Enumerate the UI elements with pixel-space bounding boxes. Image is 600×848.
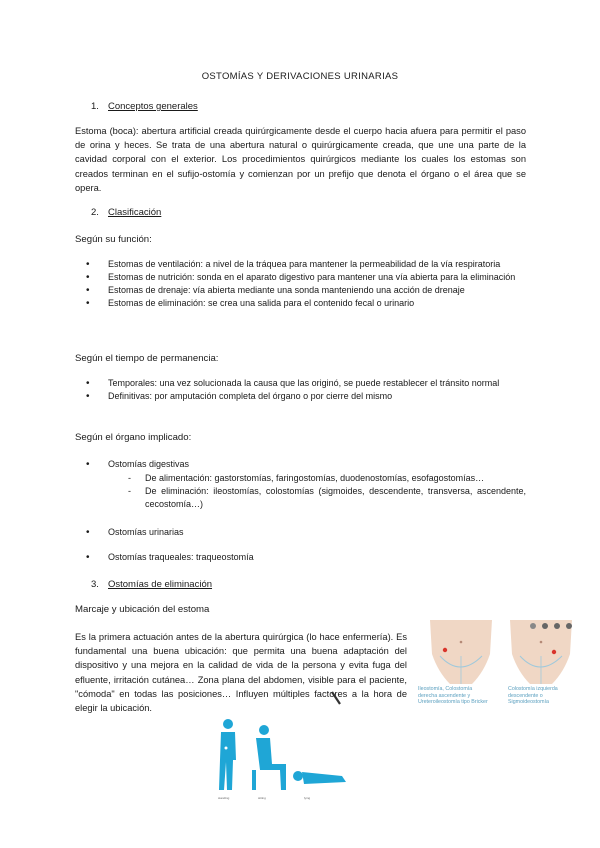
section-heading-conceptos: 1. Conceptos generales [91, 101, 198, 112]
list-item: • Definitivas: por amputación completa del órgano o por cierre del mismo [108, 390, 526, 403]
subheading-marcaje: Marcaje y ubicación del estoma [75, 604, 210, 615]
gallery-dot[interactable] [542, 623, 548, 629]
figure-label: lying [304, 796, 311, 800]
digestive-sublist [145, 472, 526, 511]
section-heading-clasificacion: 2. Clasificación [91, 207, 162, 218]
document-title: OSTOMÍAS Y DERIVACIONES URINARIAS [201, 71, 399, 82]
gallery-dot[interactable] [566, 623, 572, 629]
subheading-organ: Según el órgano implicado: [75, 432, 192, 443]
gallery-dot[interactable] [554, 623, 560, 629]
intro-paragraph: Estoma (boca): abertura artificial creada quirúrgicamente desde el cuerpo hacia afuera para permitir el paso de orina y heces. Se trata de una abertura natural o quirúrgicamente creada, que une una parte de la cavidad corporal con el exterior. Los procedimientos quirúrgicos mediante los cuales los estomas son creados terminan en el sufijo-ostomía y comienzan por un prefijo que denota el órgano o el área que se opera. [75, 126, 526, 193]
organ-list-digestive [108, 458, 526, 471]
section-heading-eliminacion: 3. Ostomías de eliminación [91, 579, 213, 590]
list-item: • Ostomías urinarias [108, 526, 526, 539]
organ-list-urinary [108, 526, 526, 539]
list-item: • Ostomías digestivas [108, 458, 526, 471]
subheading-function: Según su función: [75, 234, 152, 245]
list-item: • Estomas de eliminación: se crea una salida para el contenido fecal o urinario [108, 297, 526, 310]
caption-left: Ileostomía, Colostomía derecha ascendente y Ureteroileostomía tipo Bricker [418, 686, 488, 706]
list-item: - De eliminación: ileostomías, colostomías (sigmoides, descendente, transversa, ascendente, cecostomía…) [145, 485, 526, 511]
subheading-time: Según el tiempo de permanencia: [75, 353, 219, 364]
positions-illustration [212, 690, 352, 800]
figure-label: sitting [258, 796, 266, 800]
list-item: • Temporales: una vez solucionada la causa que las originó, se puede restablecer el tránsito normal [108, 377, 526, 390]
list-item: • Estomas de nutrición: sonda en el aparato digestivo para mantener una vía abierta para la eliminación [108, 271, 526, 284]
gallery-prev-dot[interactable] [530, 623, 536, 629]
stoma-placement-figure [418, 620, 578, 720]
figure-label: standing [218, 796, 230, 800]
caption-right: Colostomía izquierda descendente o Sigmoideostomía [508, 686, 558, 706]
list-item: - De alimentación: gastorstomías, faringostomías, duodenostomías, esofagostomías… [145, 472, 526, 485]
list-item: • Ostomías traqueales: traqueostomía [108, 551, 526, 564]
organ-list-tracheal [108, 551, 526, 564]
position-figure [212, 690, 352, 800]
list-item: • Estomas de ventilación: a nivel de la tráquea para mantener la permeabilidad de la vía respiratoria [108, 258, 526, 271]
marking-paragraph: Es la primera actuación antes de la abertura quirúrgica (lo hace enfermería). Es fundamental una buena ubicación: que permita una buena adaptación del dispositivo y una mejora en la calidad de vida de la persona y evita fuga del efluente, irritación cutánea… Zona plana del abdomen, visible para el paciente, "cómoda" en todas las posiciones… Influyen múltiples factores a la hora de elegir la ubicación. [75, 632, 407, 714]
gallery-controls [530, 623, 576, 631]
function-list [108, 258, 526, 310]
list-item: • Estomas de drenaje: vía abierta mediante una sonda manteniendo una acción de drenaje [108, 284, 526, 297]
time-list [108, 377, 526, 403]
